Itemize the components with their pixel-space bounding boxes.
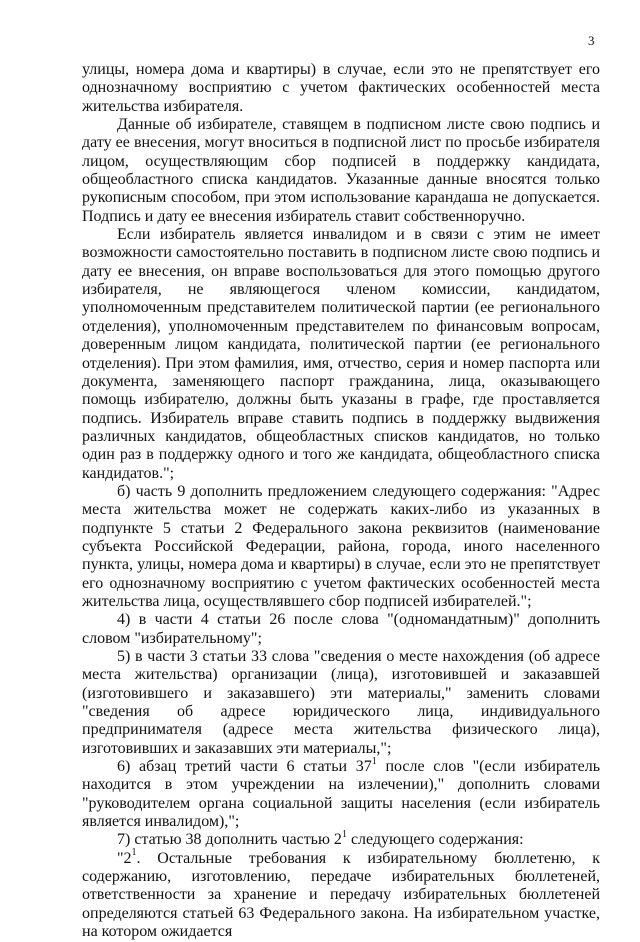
document-body [82, 61, 600, 942]
superscript: 1 [341, 829, 347, 841]
paragraph-text: 7) статью 38 дополнить частью 2 [117, 831, 342, 849]
paragraph: б) часть 9 дополнить предложением следующего содержания: "Адрес места жительства может не содержать каких-либо из указанных в подпункте 5 статьи 2 Федерального закона реквизитов (наименование субъекта Российской Федерации, района, города, иного населенного пункта, улицы, номера дома и квартиры) в случае, если это не препятствует его однозначному восприятию с учетом фактических особенностей места жительства лица, осуществлявшего сбор подписей избирателей."; [82, 482, 600, 610]
paragraph [82, 847, 600, 942]
superscript: 1 [371, 755, 377, 767]
superscript: 1 [131, 847, 137, 859]
paragraph-text: "2 [117, 849, 132, 867]
paragraph [82, 831, 600, 849]
paragraph: Данные об избирателе, ставящем в подписном листе свою подпись и дату ее внесения, могут вноситься в подписной лист по просьбе избирателя лицом, осуществляющим сбор подписей в поддержку кандидата, общеобластного списка кандидатов. Указанные данные вносятся только рукописным способом, при этом использование карандаша не допускается. Подпись и дату ее внесения избиратель ставит собственноручно. [82, 116, 600, 225]
paragraph-text: после слов "(если избиратель находится в этом учреждении на излечении)," дополнить словами "руководителем органа социальной защиты населения (если избиратель является инвалидом),"; [82, 758, 600, 831]
page-number: 3 [588, 33, 595, 48]
paragraph [82, 755, 600, 831]
paragraph: 4) в части 4 статьи 26 после слова "(одномандатным)" дополнить словом "избирательному"; [82, 611, 600, 647]
paragraph-text: следующего содержания: [346, 831, 524, 849]
paragraph-text: 6) абзац третий части 6 статьи 37 [117, 758, 372, 776]
paragraph: Если избиратель является инвалидом и в связи с этим не имеет возможности самостоятельно поставить в подписном листе свою подпись и дату ее внесения, он вправе воспользоваться для этого помощью другого избирателя, не являющегося членом комиссии, кандидатом, уполномоченным представителем политической партии (ее регионального отделения), уполномоченным представителем по финансовым вопросам, доверенным лицом кандидата, политической партии (ее регионального отделения). При этом фамилия, имя, отчество, серия и номер паспорта или документа, заменяющего паспорт гражданина, лица, оказывающего помощь избирателю, должны быть указаны в графе, где проставляется подпись. Избиратель вправе ставить подпись в поддержку выдвижения различных кандидатов, общеобластных списков кандидатов, но только один раз в поддержку одного и того же кандидата, общеобластного списка кандидатов."; [82, 226, 600, 482]
paragraph: 5) в части 3 статьи 33 слова "сведения о месте нахождения (об адресе места жительства) организации (лица), изготовившей и заказавшей (изготовившего и заказавшего) эти материалы," заменить словами "сведения об адресе юридического лица, индивидуального предпринимателя (адресе места жительства физического лица), изготовивших и заказавших эти материалы,"; [82, 648, 600, 757]
paragraph: улицы, номера дома и квартиры) в случае, если это не препятствует его однозначному восприятию с учетом фактических особенностей места жительства избирателя. [82, 61, 600, 115]
paragraph-text: . Остальные требования к избирательному бюллетеню, к содержанию, изготовлению, передаче избирательных бюллетеней, ответственности за хранение и передачу избирательных бюллетеней определяются статьей 63 Федерального закона. На избирательном участке, на котором ожидается [82, 849, 600, 941]
